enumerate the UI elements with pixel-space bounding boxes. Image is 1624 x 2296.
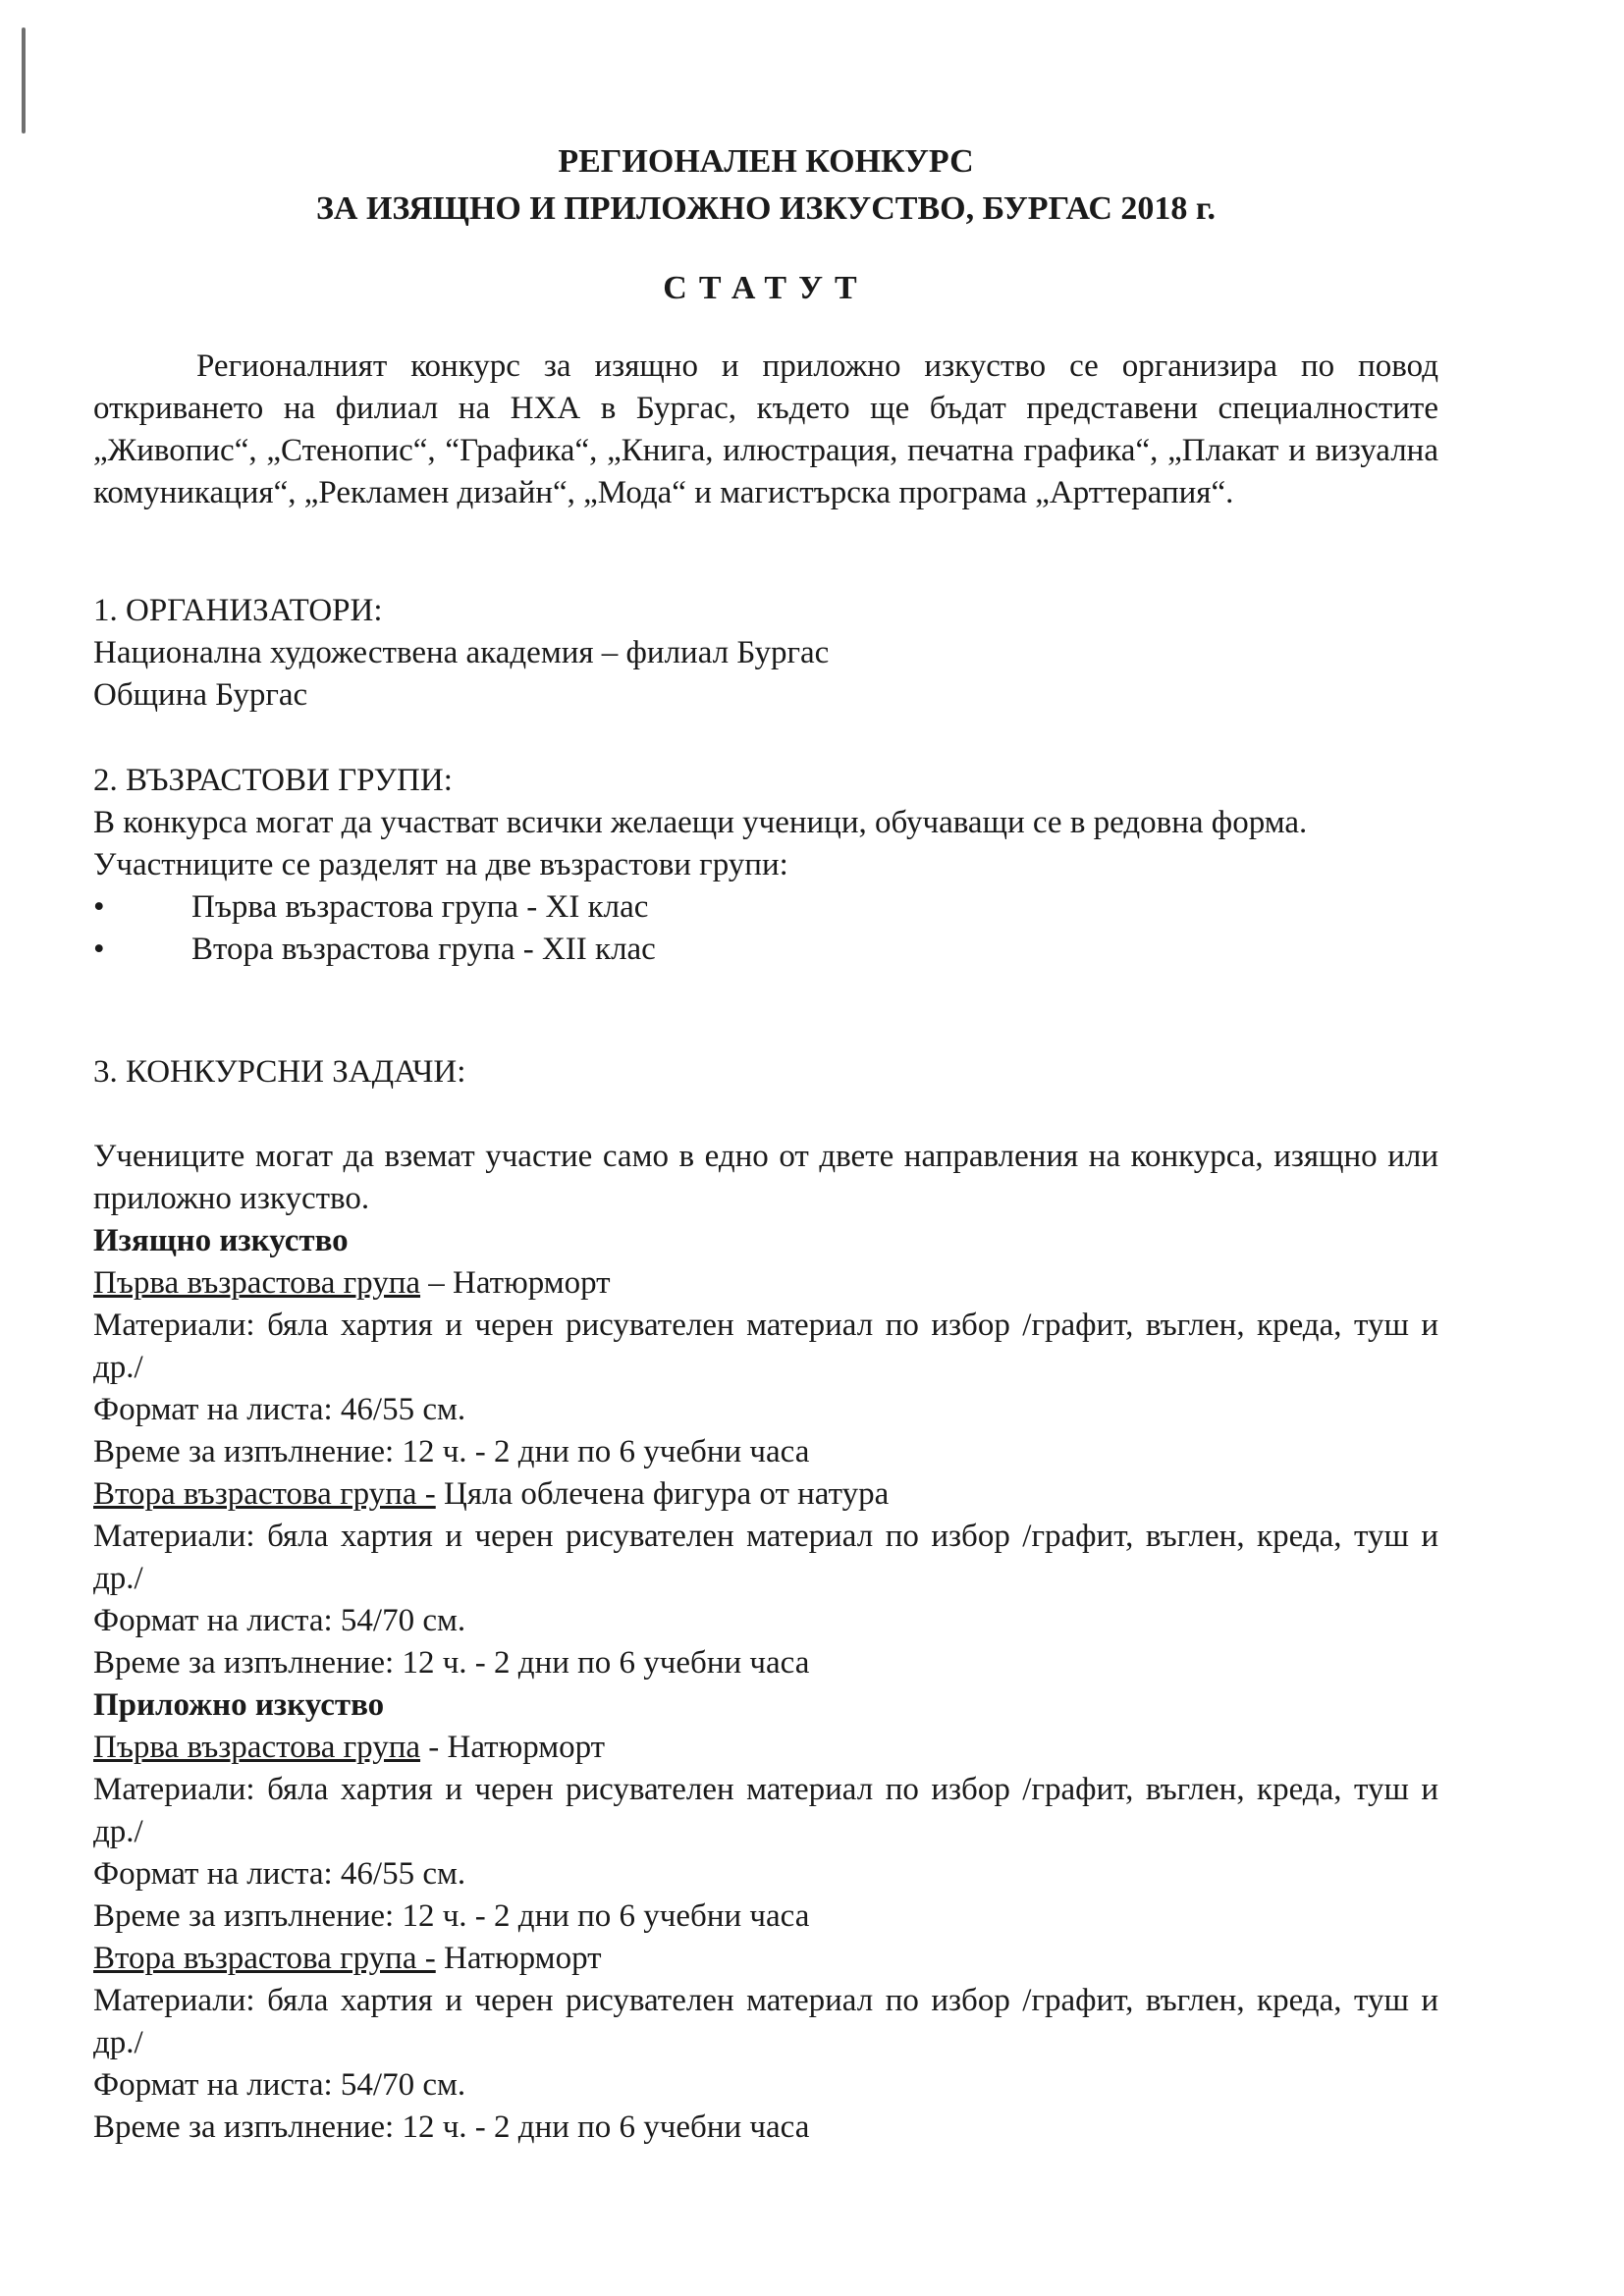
group-label: Втора възрастова група - xyxy=(93,1476,436,1512)
materials-text: Материали: бяла хартия и черен рисувателен материал по избор /графит, въглен, креда, туш и др./ xyxy=(93,1519,1438,1596)
bullet-symbol: • xyxy=(93,932,105,967)
blank-line xyxy=(93,1094,1438,1136)
section-tasks xyxy=(93,1051,1438,2149)
group-label: Първа възрастова група xyxy=(93,1730,421,1765)
organizer-1: Национална художествена академия – филиал Бургас xyxy=(93,635,830,670)
scan-edge-mark xyxy=(22,27,26,133)
group-subject: Цяла облечена фигура от натура xyxy=(435,1476,890,1512)
format-text: Формат на листа: 46/55 см. xyxy=(93,1856,466,1892)
time-text: Време за изпълнение: 12 ч. - 2 дни по 6 учебни часа xyxy=(93,1645,810,1681)
section2-paragraph: В конкурса могат да участват всички желаещи ученици, обучаващи се в редовна форма. xyxy=(93,805,1308,840)
group-subject: Натюрморт xyxy=(435,1941,602,1976)
bullet-text: Втора възрастова група - XII клас xyxy=(191,932,656,967)
section2-heading: 2. ВЪЗРАСТОВИ ГРУПИ: xyxy=(93,763,453,798)
materials-text: Материали: бяла хартия и черен рисувателен материал по избор /графит, въглен, креда, туш и др./ xyxy=(93,1308,1438,1385)
group-subject: - Натюрморт xyxy=(420,1730,606,1765)
format-text: Формат на листа: 54/70 см. xyxy=(93,1603,466,1638)
section3-paragraph: Учениците могат да вземат участие само в едно от двете направления на конкурса, изящно или приложно изкуство. xyxy=(93,1139,1438,1216)
section3-heading: 3. КОНКУРСНИ ЗАДАЧИ: xyxy=(93,1054,466,1090)
intro-paragraph: Регионалният конкурс за изящно и приложно изкуство се организира по повод откриването на филиал на НХА в Бургас, където ще бъдат представени специалностите „Живопис“, „Стенопис“, “Графика“, „Книга, илюстрация, печатна графика“, „Плакат и визуална комуникация“, „Рекламен дизайн“, „Мода“ и магистърска програма „Арттерапия“. xyxy=(93,348,1438,510)
fine-art-group2 xyxy=(93,1473,1438,1516)
time-text: Време за изпълнение: 12 ч. - 2 дни по 6 учебни часа xyxy=(93,2109,810,2145)
bullet-item xyxy=(93,929,1438,971)
fine-art-heading: Изящно изкуство xyxy=(93,1223,349,1258)
materials-text: Материали: бяла хартия и черен рисувателен материал по избор /графит, въглен, креда, туш и др./ xyxy=(93,1983,1438,2060)
section-organizers xyxy=(93,590,1438,717)
applied-art-group2 xyxy=(93,1938,1438,1980)
fine-art-group1 xyxy=(93,1262,1438,1305)
document-title-line1: РЕГИОНАЛЕН КОНКУРС xyxy=(558,143,974,180)
section1-heading: 1. ОРГАНИЗАТОРИ: xyxy=(93,593,383,628)
organizer-2: Община Бургас xyxy=(93,677,308,713)
format-text: Формат на листа: 54/70 см. xyxy=(93,2067,466,2103)
section-age-groups xyxy=(93,760,1438,971)
applied-art-group1 xyxy=(93,1727,1438,1769)
section2-lead: Участниците се разделят на две възрастови групи: xyxy=(93,847,788,882)
statut-heading: СТАТУТ xyxy=(663,270,869,306)
group-label: Втора възрастова група - xyxy=(93,1941,436,1976)
bullet-item xyxy=(93,886,1438,929)
materials-text: Материали: бяла хартия и черен рисувателен материал по избор /графит, въглен, креда, туш и др./ xyxy=(93,1772,1438,1849)
group-label: Първа възрастова група xyxy=(93,1265,421,1301)
time-text: Време за изпълнение: 12 ч. - 2 дни по 6 учебни часа xyxy=(93,1434,810,1469)
document-title-line2: ЗА ИЗЯЩНО И ПРИЛОЖНО ИЗКУСТВО, БУРГАС 2018 г. xyxy=(315,190,1217,227)
time-text: Време за изпълнение: 12 ч. - 2 дни по 6 учебни часа xyxy=(93,1898,810,1934)
bullet-text: Първа възрастова група - XI клас xyxy=(191,889,649,925)
format-text: Формат на листа: 46/55 см. xyxy=(93,1392,466,1427)
applied-art-heading: Приложно изкуство xyxy=(93,1687,385,1723)
bullet-symbol: • xyxy=(93,889,105,925)
group-subject: – Натюрморт xyxy=(420,1265,611,1301)
